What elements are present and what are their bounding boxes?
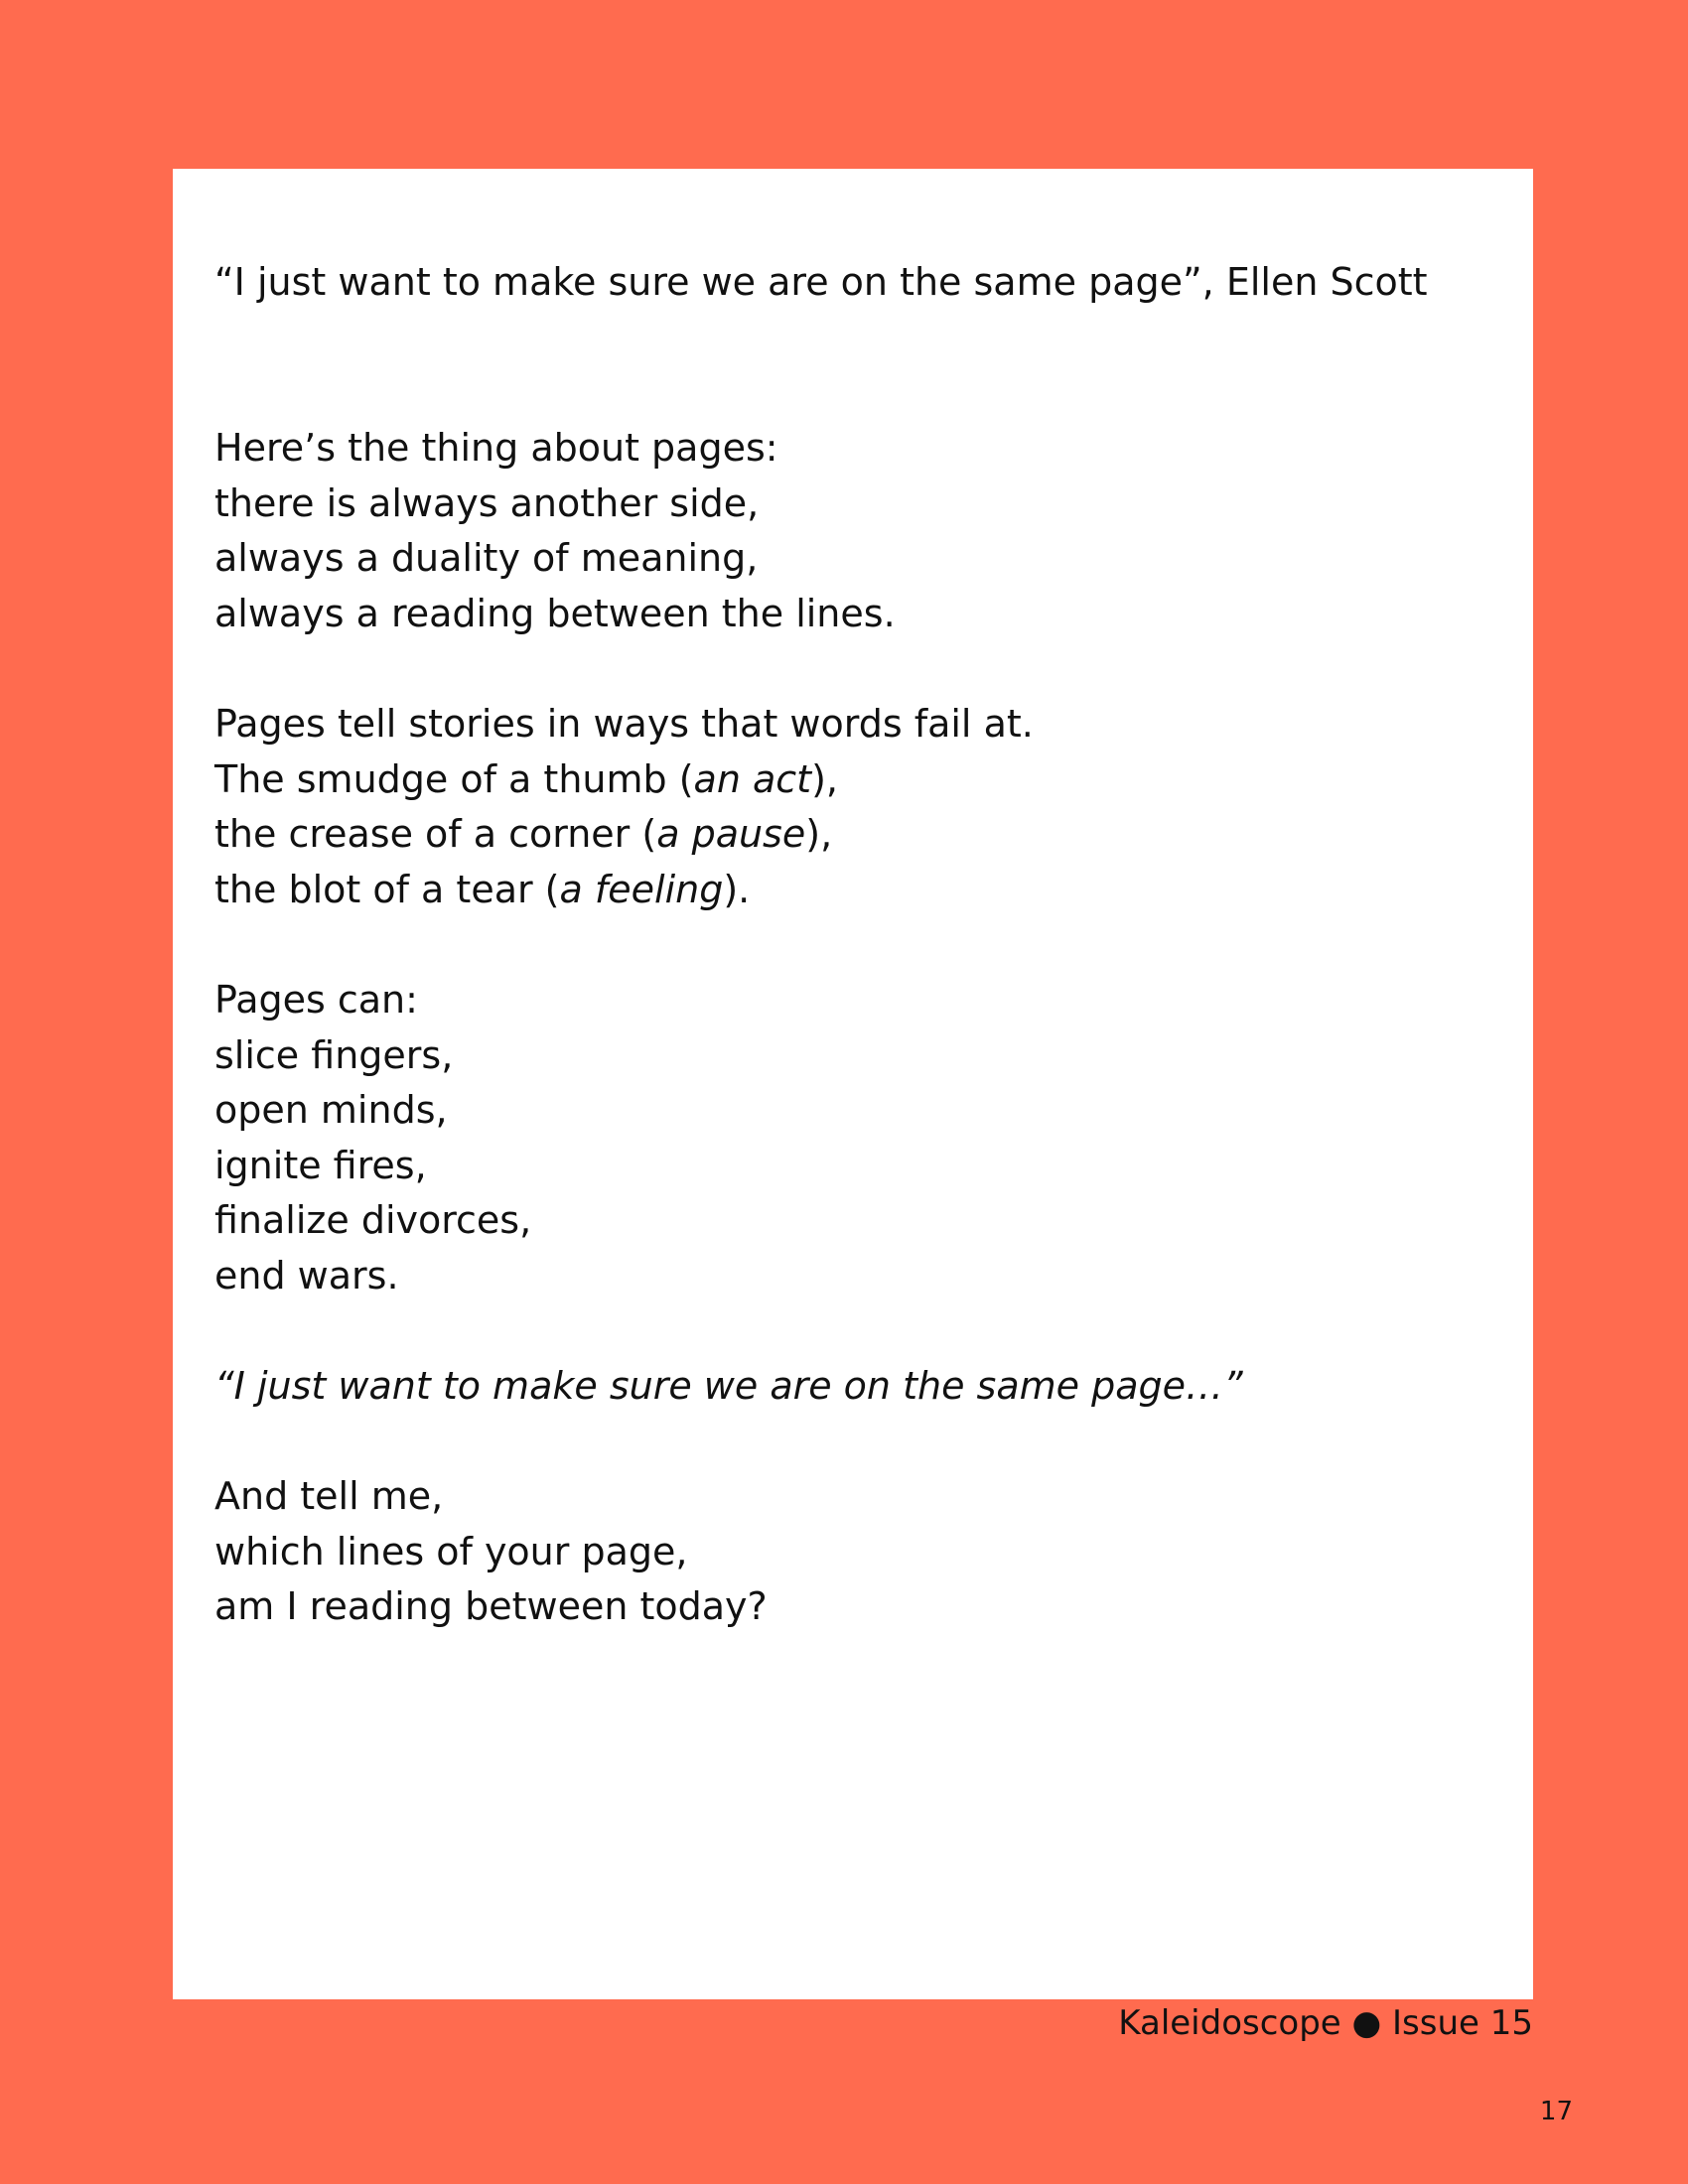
stanza-4 — [214, 1469, 1243, 1635]
line-text: The smudge of a thumb ( — [214, 756, 694, 801]
poem-line: Pages tell stories in ways that words fail at. — [214, 701, 1034, 746]
line-text: ), — [811, 756, 838, 801]
poem-line: And tell me, — [214, 1474, 444, 1519]
stanza-2 — [214, 697, 1243, 917]
poem-line-with-aside — [214, 863, 1243, 918]
poem-line: Pages can: — [214, 977, 418, 1022]
poem-title: “I just want to make sure we are on the same page”, Ellen Scott — [214, 260, 1428, 304]
poem-line: always a duality of meaning, — [214, 536, 759, 581]
line-text: ). — [723, 867, 751, 911]
poem-line: am I reading between today? — [214, 1584, 768, 1629]
poem-line: always a reading between the lines. — [214, 591, 896, 635]
stanza-3 — [214, 973, 1243, 1304]
poem-line: there is always another side, — [214, 480, 760, 525]
poem-line: ignite fires, — [214, 1143, 427, 1187]
italic-aside: a feeling — [559, 867, 724, 911]
poem-line: Here’s the thing about pages: — [214, 426, 778, 470]
poem-line: end wars. — [214, 1253, 399, 1297]
quote-stanza — [214, 1359, 1243, 1415]
poem-body — [214, 421, 1243, 1691]
line-text: the blot of a tear ( — [214, 867, 560, 911]
poem-line: finalize divorces, — [214, 1198, 532, 1243]
stanza-1 — [214, 421, 1243, 641]
italic-aside: a pause — [656, 812, 806, 857]
poem-line: open minds, — [214, 1088, 448, 1133]
poem-line: slice fingers, — [214, 1032, 454, 1077]
italic-quote: “I just want to make sure we are on the same page…” — [214, 1364, 1243, 1409]
line-text: the crease of a corner ( — [214, 812, 657, 857]
poem-line-with-aside — [214, 752, 1243, 808]
poem-line: which lines of your page, — [214, 1529, 688, 1573]
italic-aside: an act — [693, 756, 812, 801]
poem-line-with-aside — [214, 807, 1243, 863]
publication-footer: Kaleidoscope ● Issue 15 — [1118, 2003, 1533, 2043]
line-text: ), — [805, 812, 833, 857]
page-number: 17 — [1539, 2097, 1573, 2126]
